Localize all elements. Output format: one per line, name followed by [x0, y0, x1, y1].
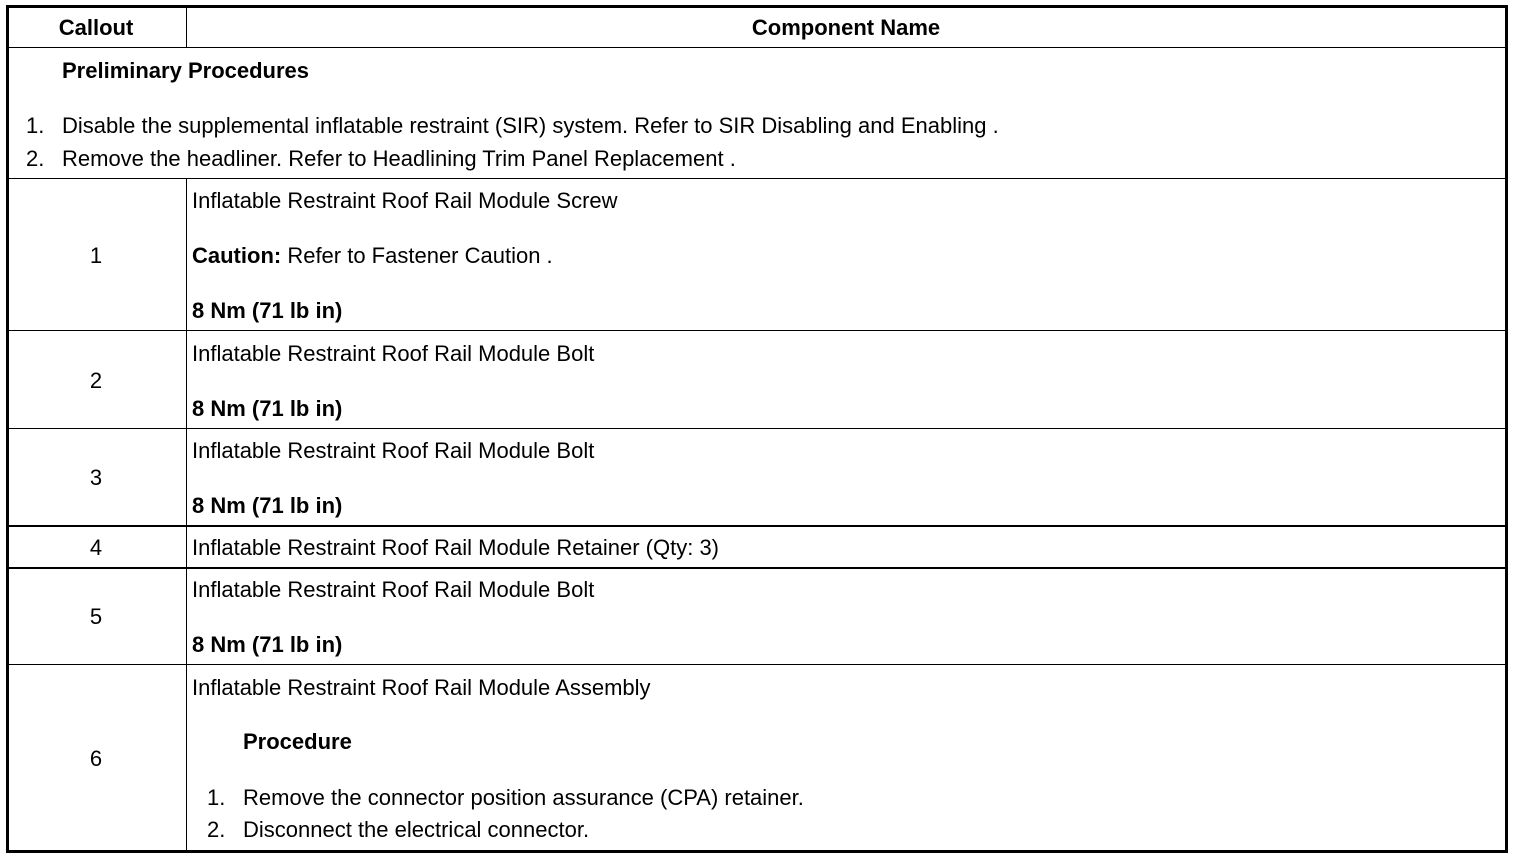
row-divider — [6, 567, 1508, 569]
step-number: 2. — [207, 817, 226, 842]
component-name: Inflatable Restraint Roof Rail Module Bolt — [192, 438, 595, 463]
caution-text: Refer to Fastener Caution . — [281, 243, 553, 268]
callout-number: 6 — [89, 746, 103, 771]
step-number: 1. — [26, 113, 45, 138]
step-number: 2. — [26, 146, 45, 171]
component-name: Inflatable Restraint Roof Rail Module Assembly — [192, 675, 651, 700]
callout-column-header: Callout — [58, 15, 134, 40]
component-name: Inflatable Restraint Roof Rail Module Screw — [192, 188, 618, 213]
row-divider — [6, 330, 1508, 331]
component-name: Inflatable Restraint Roof Rail Module Bolt — [192, 577, 595, 602]
callout-number: 3 — [89, 465, 103, 490]
callout-number: 4 — [89, 535, 103, 560]
preliminary-procedures-title: Preliminary Procedures — [62, 58, 310, 83]
torque-spec: 8 Nm (71 lb in) — [192, 632, 343, 657]
callout-number: 1 — [89, 243, 103, 268]
torque-spec: 8 Nm (71 lb in) — [192, 493, 343, 518]
procedure-step-text: Disconnect the electrical connector. — [243, 817, 590, 842]
preliminary-step-text: Disable the supplemental inflatable restraint (SIR) system. Refer to SIR Disabling and Enabling . — [62, 113, 999, 138]
caution-note — [192, 245, 553, 267]
callout-number: 2 — [89, 368, 103, 393]
torque-spec: 8 Nm (71 lb in) — [192, 396, 343, 421]
step-number: 1. — [207, 785, 226, 810]
row-divider — [6, 664, 1508, 665]
caution-label: Caution: — [192, 243, 282, 268]
callout-number: 5 — [89, 604, 103, 629]
component-name: Inflatable Restraint Roof Rail Module Bolt — [192, 341, 595, 366]
procedure-title: Procedure — [243, 729, 352, 754]
procedure-step-text: Remove the connector position assurance (CPA) retainer. — [243, 785, 804, 810]
preliminary-step-text: Remove the headliner. Refer to Headlining Trim Panel Replacement . — [62, 146, 736, 171]
torque-spec: 8 Nm (71 lb in) — [192, 298, 343, 323]
row-divider — [6, 525, 1508, 527]
row-divider — [6, 178, 1508, 179]
row-divider — [6, 428, 1508, 429]
column-divider — [186, 178, 187, 850]
header-divider — [6, 47, 1508, 48]
component-name: Inflatable Restraint Roof Rail Module Retainer (Qty: 3) — [192, 535, 720, 560]
component-name-column-header: Component Name — [751, 15, 941, 40]
